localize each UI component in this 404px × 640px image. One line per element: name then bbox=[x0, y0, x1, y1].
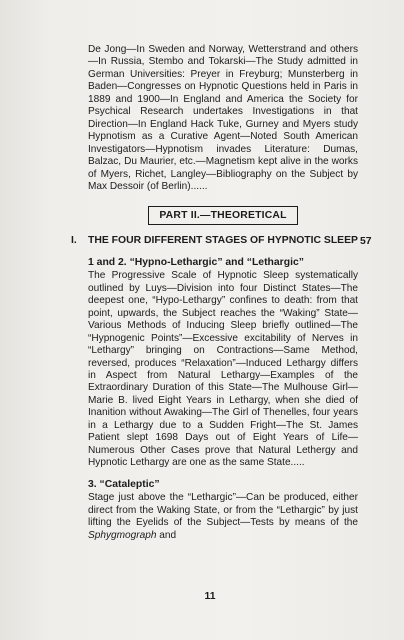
subsection-text-cataleptic bbox=[88, 492, 358, 542]
part-heading: PART II.—THEORETICAL bbox=[148, 206, 297, 225]
page-number: 11 bbox=[204, 591, 216, 602]
subsection-heading-lethargic: 1 and 2. “Hypno-Lethargic” and “Lethargic” bbox=[88, 256, 304, 268]
cataleptic-text-after: and bbox=[156, 529, 177, 541]
section-title: THE FOUR DIFFERENT STAGES OF HYPNOTIC SLEEP bbox=[88, 235, 358, 247]
subsection-heading-cataleptic: 3. “Cataleptic” bbox=[88, 478, 160, 490]
part-heading-wrap bbox=[88, 205, 358, 225]
cataleptic-text-italic: Sphygmograph bbox=[88, 529, 157, 541]
section-entry bbox=[71, 235, 372, 248]
section-page-number: 57 bbox=[360, 236, 372, 248]
cataleptic-text-before: Stage just above the “Lethargic”—Can be produced, either direct from the Waking State, or from the “Lethargic” by just lifting the Eyelids of the Subject—Tests by means of the bbox=[88, 492, 358, 529]
page-content bbox=[71, 44, 372, 542]
subsection-text-lethargic: The Progressive Scale of Hypnotic Sleep systematically outlined by Luys—Division into four Distinct States—The deepest one, “Hypo-Lethargy” confines to death: from that point, upwards, the Subject reaches the “Waking” State—Various Methods of Inducing Sleep briefly outlined—The “Hypnogenic Points”—Excessive excitability of Nerves in “Lethargy” bringing on Contractions—Same Method, reversed, produces “Relaxation”—Induced Lethargy differs in Aspect from Natural Lethargy—Examples of the Extraordinary Duration of this State—The Mulhouse Girl—Marie B. lived Eight Years in Lethargy, when she died of Inanition without Awaking—The Girl of Thenelles, four years in a Lethargy due to a Sudden Fright—The St. James Patient slept 1698 Days out of Eight Years of Life—Numerous Other Cases prove that Natural Lethergy and Hypnotic Lethargy are one as the same State..... bbox=[88, 270, 358, 469]
section-number: I. bbox=[71, 235, 77, 247]
intro-paragraph: De Jong—In Sweden and Norway, Wetterstrand and others—In Russia, Stembo and Tokarski—The Study admitted in German Universities: Preyer in Freyburg; Munsterberg in Baden—Congresses on Hypnotic Questions held in Paris in 1889 and 1900—In England and America the Society for Psychical Research undertakes Investigations in that Direction—In England Hack Tuke, Gurney and Myers study Hypnotism as a Curative Agent—Noted South American Investigators—Hypnotism invades Literature: Dumas, Balzac, Du Maurier, etc.—Magnetism kept alive in the works of Myers, Richet, Langley—Bibliography on the Subject by Max Dessoir (of Berlin)...... bbox=[88, 44, 358, 192]
